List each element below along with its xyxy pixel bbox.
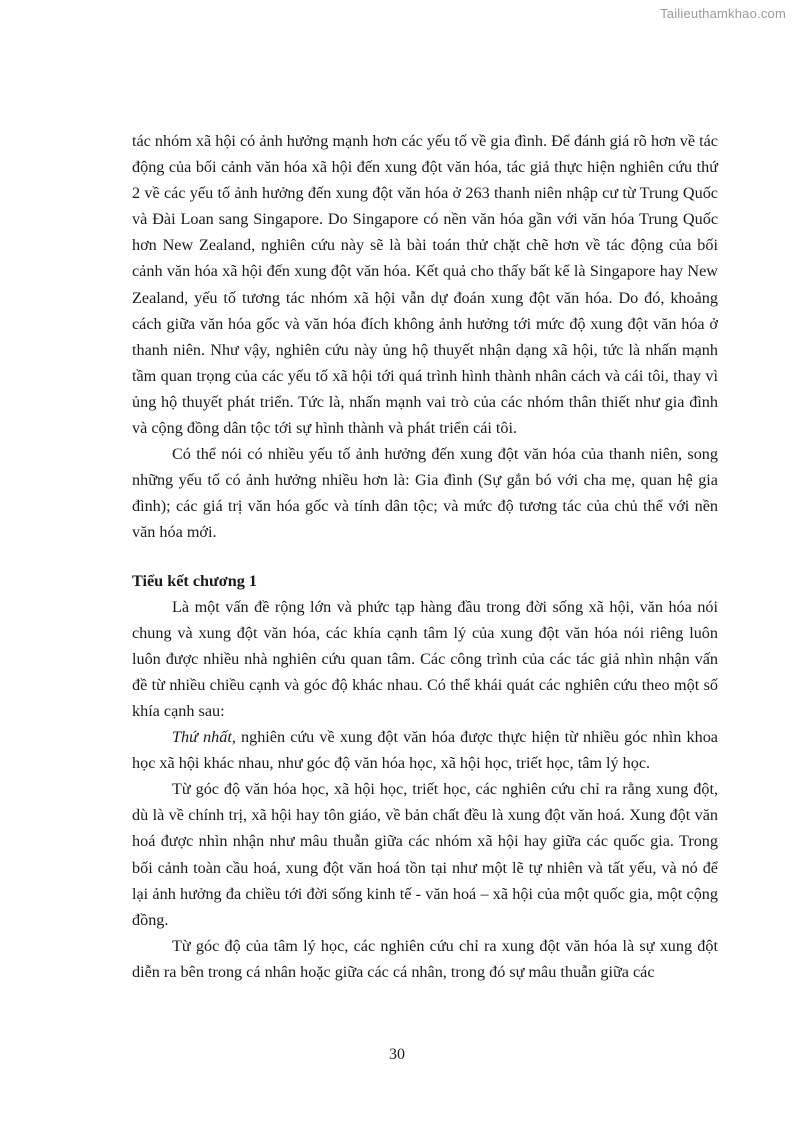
page-number: 30 xyxy=(389,1046,405,1063)
paragraph-continuation: tác nhóm xã hội có ảnh hưởng mạnh hơn các yếu tố về gia đình. Để đánh giá rõ hơn về tác động của bối cảnh văn hóa xã hội đến xung đột văn hóa, tác giả thực hiện nghiên cứu thứ 2 về các yếu tố ảnh hưởng đến xung đột văn hóa ở 263 thanh niên nhập cư từ Trung Quốc và Đài Loan sang Singapore. Do Singapore có nền văn hóa gần với văn hóa Trung Quốc hơn New Zealand, nghiên cứu này sẽ là bài toán thử chặt chẽ hơn về tác động của bối cảnh văn hóa xã hội đến xung đột văn hóa. Kết quả cho thấy bất kể là Singapore hay New Zealand, yếu tố tương tác nhóm xã hội vẫn dự đoán xung đột văn hóa. Do đó, khoảng cách giữa văn hóa gốc và văn hóa đích không ảnh hưởng tới mức độ xung đột văn hóa ở thanh niên. Như vậy, nghiên cứu này ủng hộ thuyết nhận dạng xã hội, tức là nhấn mạnh tầm quan trọng của các yếu tố xã hội tới quá trình hình thành nhân cách và cái tôi, thay vì ủng hộ thuyết phát triển. Tức là, nhấn mạnh vai trò của các nhóm thân thiết như gia đình và cộng đồng dân tộc tới sự hình thành và phát triển cái tôi. xyxy=(132,132,718,438)
watermark-text: Tailieuthamkhao.com xyxy=(660,6,786,21)
paragraph-chapter-summary-intro: Là một vấn đề rộng lớn và phức tạp hàng đầu trong đời sống xã hội, văn hóa nói chung và xung đột văn hóa, các khía cạnh tâm lý của xung đột văn hóa nói riêng luôn luôn được nhiều nhà nghiên cứu quan tâm. Các công trình của các tác giả nhìn nhận vấn đề từ nhiều chiều cạnh và góc độ khác nhau. Có thể khái quát các nghiên cứu theo một số khía cạnh sau: xyxy=(132,597,718,720)
paragraph-factors-summary: Có thể nói có nhiều yếu tố ảnh hưởng đến xung đột văn hóa của thanh niên, song những yếu tố có ảnh hưởng nhiều hơn là: Gia đình (Sự gắn bó với cha mẹ, quan hệ gia đình); các giá trị văn hóa gốc và tính dân tộc; và mức độ tương tác của chủ thể với nền văn hóa mới. xyxy=(132,445,718,542)
first-point-label: Thứ nhất xyxy=(172,728,232,747)
paragraph-psychology-perspective: Từ góc độ của tâm lý học, các nghiên cứu chỉ ra xung đột văn hóa là sự xung đột diễn ra bên trong cá nhân hoặc giữa các cá nhân, trong đó sự mâu thuẫn giữa các xyxy=(132,936,718,981)
paragraph-cultural-perspective: Từ góc độ văn hóa học, xã hội học, triết học, các nghiên cứu chỉ ra rằng xung đột, dù là về chính trị, xã hội hay tôn giáo, về bản chất đều là xung đột văn hoá. Xung đột văn hoá được nhìn nhận như mâu thuẫn giữa các nhóm xã hội hay giữa các quốc gia. Trong bối cảnh toàn cầu hoá, xung đột văn hoá tồn tại như một lẽ tự nhiên và tất yếu, và nó để lại ảnh hưởng đa chiều tới đời sống kinh tế - văn hoá – xã hội của một quốc gia, một cộng đồng. xyxy=(132,780,718,929)
paragraph-first-point xyxy=(132,724,718,776)
page-body xyxy=(132,128,718,985)
first-point-text: , nghiên cứu về xung đột văn hóa được thực hiện từ nhiều góc nhìn khoa học xã hội khác nhau, như góc độ văn hóa học, xã hội học, triết học, tâm lý học. xyxy=(132,728,718,773)
section-heading: Tiểu kết chương 1 xyxy=(132,571,257,590)
